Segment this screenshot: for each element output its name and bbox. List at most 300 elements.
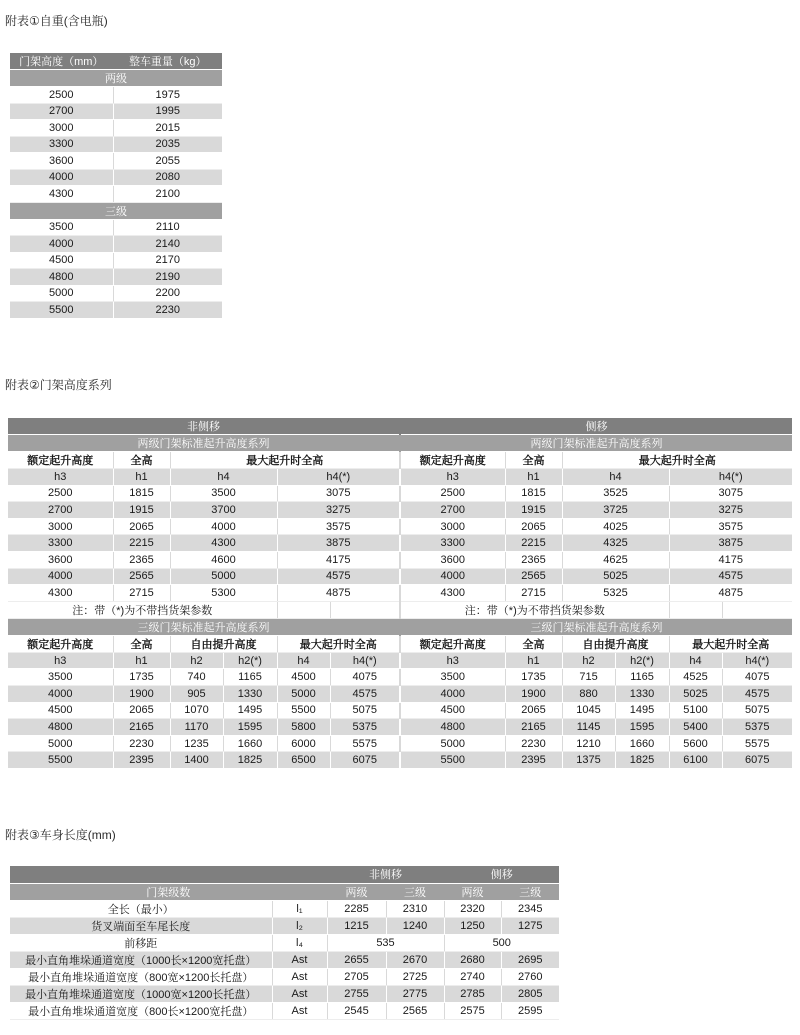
table-row — [10, 1003, 559, 1020]
sub-header: h3 — [400, 469, 505, 486]
sub-header: h2(*) — [223, 652, 277, 669]
value-cell: 1330 — [615, 686, 669, 703]
value-cell: 2345 — [501, 900, 559, 917]
value-cell: 1250 — [444, 917, 501, 934]
value-cell: 5400 — [669, 719, 722, 736]
table-row — [8, 735, 792, 752]
section-header: 三级 — [10, 202, 222, 219]
value-cell: 4300 — [170, 535, 277, 552]
value-cell: 2700 — [8, 502, 113, 519]
value-cell: 2230 — [505, 735, 562, 752]
symbol-cell: Ast — [272, 986, 327, 1003]
col-group-header: 最大起升时全高 — [277, 635, 400, 652]
sub-header: h4(*) — [669, 469, 792, 486]
table-row — [10, 252, 222, 269]
value-cell: 6100 — [669, 752, 722, 769]
value-cell: 1915 — [113, 502, 170, 519]
column-header: 两级 — [327, 883, 386, 900]
value-cell: 5000 — [8, 735, 113, 752]
value-cell: 4000 — [10, 236, 113, 253]
sub-header: h4 — [277, 652, 330, 669]
value-cell: 2065 — [113, 702, 170, 719]
value-cell: 4300 — [400, 585, 505, 602]
value-cell: 3600 — [8, 552, 113, 569]
value-cell: 2785 — [444, 986, 501, 1003]
value-cell: 3000 — [400, 518, 505, 535]
value-cell: 535 — [327, 934, 444, 951]
value-cell: 4800 — [400, 719, 505, 736]
value-cell: 4625 — [562, 552, 669, 569]
value-cell: 1275 — [501, 917, 559, 934]
col-group-header: 额定起升高度 — [400, 452, 505, 469]
table-row — [10, 302, 222, 319]
value-cell: 5000 — [10, 285, 113, 302]
value-cell: 1995 — [113, 103, 222, 120]
value-cell: 2700 — [400, 502, 505, 519]
col-group-header: 额定起升高度 — [8, 635, 113, 652]
shift-header: 非侧移 — [8, 418, 400, 435]
value-cell: 4300 — [10, 186, 113, 203]
table-row — [10, 236, 222, 253]
series-header: 三级门架标准起升高度系列 — [400, 618, 792, 635]
value-cell: 4600 — [170, 552, 277, 569]
col-group-header: 额定起升高度 — [8, 452, 113, 469]
table2-title: 附表②门架高度系列 — [5, 378, 112, 392]
value-cell: 2500 — [400, 485, 505, 502]
table-row — [8, 719, 792, 736]
value-cell: 3500 — [8, 669, 113, 686]
value-cell: 3575 — [277, 518, 400, 535]
value-cell: 4175 — [277, 552, 400, 569]
column-header: 两级 — [444, 883, 501, 900]
symbol-cell: Ast — [272, 951, 327, 968]
value-cell: 4575 — [722, 686, 792, 703]
value-cell: 4025 — [562, 518, 669, 535]
column-header: 门架高度（mm） — [10, 53, 113, 70]
value-cell: 4000 — [400, 686, 505, 703]
table-row — [8, 485, 792, 502]
value-cell: 740 — [170, 669, 223, 686]
value-cell: 3700 — [170, 502, 277, 519]
value-cell: 3875 — [277, 535, 400, 552]
table-row — [8, 469, 792, 486]
value-cell: 4500 — [10, 252, 113, 269]
table-row — [10, 219, 222, 236]
value-cell: 2365 — [505, 552, 562, 569]
symbol-cell: l₁ — [272, 900, 327, 917]
symbol-cell: Ast — [272, 969, 327, 986]
value-cell: 5500 — [277, 702, 330, 719]
value-cell: 4500 — [8, 702, 113, 719]
value-cell: 3000 — [8, 518, 113, 535]
value-cell: 1975 — [113, 87, 222, 104]
value-cell: 1735 — [113, 669, 170, 686]
table-row — [8, 601, 792, 618]
sub-header: h4(*) — [330, 652, 400, 669]
table-row — [8, 518, 792, 535]
value-cell: 2230 — [113, 302, 222, 319]
table2-mast-height-series — [8, 418, 792, 769]
value-cell: 2715 — [505, 585, 562, 602]
value-cell: 2715 — [113, 585, 170, 602]
sub-header: h4 — [170, 469, 277, 486]
value-cell: 3725 — [562, 502, 669, 519]
table-row — [8, 552, 792, 569]
sub-header: h2(*) — [615, 652, 669, 669]
table-row — [10, 986, 559, 1003]
row-label: 最小直角堆垛通道宽度（1000宽×1200长托盘） — [10, 986, 272, 1003]
table-row — [8, 452, 792, 469]
value-cell: 2215 — [113, 535, 170, 552]
row-label: 最小直角堆垛通道宽度（1000长×1200宽托盘） — [10, 951, 272, 968]
value-cell: 4000 — [10, 169, 113, 186]
value-cell: 5100 — [669, 702, 722, 719]
value-cell: 1900 — [113, 686, 170, 703]
col-group-header: 全高 — [505, 452, 562, 469]
row-label: 货叉端面至车尾长度 — [10, 917, 272, 934]
series-header: 三级门架标准起升高度系列 — [8, 618, 400, 635]
value-cell: 1815 — [113, 485, 170, 502]
value-cell: 3075 — [669, 485, 792, 502]
column-header: 整车重量（kg） — [113, 53, 222, 70]
value-cell: 2500 — [10, 87, 113, 104]
value-cell: 5575 — [330, 735, 400, 752]
value-cell: 1900 — [505, 686, 562, 703]
value-cell: 715 — [562, 669, 615, 686]
value-cell: 880 — [562, 686, 615, 703]
table-row — [8, 686, 792, 703]
value-cell: 3000 — [10, 120, 113, 137]
table1-self-weight — [10, 53, 222, 319]
value-cell: 5300 — [170, 585, 277, 602]
value-cell: 3275 — [277, 502, 400, 519]
value-cell: 1825 — [223, 752, 277, 769]
value-cell: 500 — [444, 934, 559, 951]
col-group-header: 最大起升时全高 — [669, 635, 792, 652]
value-cell: 3600 — [400, 552, 505, 569]
table-row — [10, 136, 222, 153]
table-row — [10, 900, 559, 917]
row-label: 全长（最小） — [10, 900, 272, 917]
value-cell: 4575 — [330, 686, 400, 703]
value-cell: 5075 — [722, 702, 792, 719]
value-cell: 1165 — [615, 669, 669, 686]
symbol-cell: l₄ — [272, 934, 327, 951]
value-cell: 6000 — [277, 735, 330, 752]
value-cell: 1495 — [615, 702, 669, 719]
table-row — [10, 202, 222, 219]
sub-header: h1 — [113, 652, 170, 669]
col-group-header: 最大起升时全高 — [562, 452, 792, 469]
row-label: 最小直角堆垛通道宽度（800宽×1200长托盘） — [10, 969, 272, 986]
table-row — [8, 435, 792, 452]
value-cell: 3300 — [400, 535, 505, 552]
col-group-header: 额定起升高度 — [400, 635, 505, 652]
value-cell: 6500 — [277, 752, 330, 769]
value-cell: 5025 — [562, 568, 669, 585]
value-cell: 3300 — [8, 535, 113, 552]
value-cell: 2595 — [501, 1003, 559, 1020]
value-cell: 3500 — [170, 485, 277, 502]
value-cell: 905 — [170, 686, 223, 703]
table-row — [10, 269, 222, 286]
sub-header: h4(*) — [277, 469, 400, 486]
table-row — [8, 618, 792, 635]
row-label: 前移距 — [10, 934, 272, 951]
value-cell: 4075 — [722, 669, 792, 686]
value-cell: 2165 — [113, 719, 170, 736]
value-cell: 1165 — [223, 669, 277, 686]
value-cell: 2065 — [113, 518, 170, 535]
value-cell: 2285 — [327, 900, 386, 917]
value-cell: 5000 — [400, 735, 505, 752]
value-cell: 1145 — [562, 719, 615, 736]
value-cell: 5375 — [330, 719, 400, 736]
sub-header: h3 — [8, 652, 113, 669]
value-cell: 3075 — [277, 485, 400, 502]
value-cell: 3525 — [562, 485, 669, 502]
value-cell: 2310 — [386, 900, 444, 917]
value-cell: 1660 — [615, 735, 669, 752]
value-cell: 1825 — [615, 752, 669, 769]
spacer-cell — [330, 601, 400, 618]
value-cell: 2725 — [386, 969, 444, 986]
table-row — [10, 103, 222, 120]
value-cell: 1915 — [505, 502, 562, 519]
value-cell: 4500 — [400, 702, 505, 719]
sub-header: h2 — [562, 652, 615, 669]
value-cell: 5025 — [669, 686, 722, 703]
value-cell: 2055 — [113, 153, 222, 170]
table-row — [10, 120, 222, 137]
table-row — [10, 969, 559, 986]
symbol-cell: Ast — [272, 1003, 327, 1020]
value-cell: 5800 — [277, 719, 330, 736]
value-cell: 2740 — [444, 969, 501, 986]
sub-header: h1 — [113, 469, 170, 486]
table-row — [8, 585, 792, 602]
column-header: 门架级数 — [10, 883, 327, 900]
value-cell: 1240 — [386, 917, 444, 934]
shift-header: 非侧移 — [327, 866, 444, 883]
table-row — [10, 866, 559, 883]
value-cell: 5500 — [8, 752, 113, 769]
sub-header: h4 — [562, 469, 669, 486]
value-cell: 2775 — [386, 986, 444, 1003]
value-cell: 2545 — [327, 1003, 386, 1020]
value-cell: 4175 — [669, 552, 792, 569]
sub-header: h4 — [669, 652, 722, 669]
col-group-header: 自由提升高度 — [562, 635, 669, 652]
row-label: 最小直角堆垛通道宽度（800长×1200宽托盘） — [10, 1003, 272, 1020]
value-cell: 5500 — [10, 302, 113, 319]
spacer-cell — [10, 866, 327, 883]
table-row — [10, 186, 222, 203]
value-cell: 5600 — [669, 735, 722, 752]
value-cell: 3600 — [10, 153, 113, 170]
value-cell: 4000 — [8, 568, 113, 585]
value-cell: 1045 — [562, 702, 615, 719]
value-cell: 5500 — [400, 752, 505, 769]
table-row — [8, 418, 792, 435]
value-cell: 5575 — [722, 735, 792, 752]
value-cell: 4000 — [8, 686, 113, 703]
series-header: 两级门架标准起升高度系列 — [8, 435, 400, 452]
value-cell: 2065 — [505, 702, 562, 719]
value-cell: 1235 — [170, 735, 223, 752]
value-cell: 4575 — [277, 568, 400, 585]
value-cell: 2170 — [113, 252, 222, 269]
value-cell: 3500 — [10, 219, 113, 236]
value-cell: 2700 — [10, 103, 113, 120]
value-cell: 4575 — [669, 568, 792, 585]
table-row — [8, 535, 792, 552]
shift-header: 侧移 — [444, 866, 559, 883]
value-cell: 4500 — [277, 669, 330, 686]
value-cell: 1400 — [170, 752, 223, 769]
value-cell: 4800 — [10, 269, 113, 286]
value-cell: 6075 — [722, 752, 792, 769]
value-cell: 2655 — [327, 951, 386, 968]
value-cell: 2015 — [113, 120, 222, 137]
table-row — [10, 169, 222, 186]
value-cell: 2395 — [113, 752, 170, 769]
table-row — [10, 87, 222, 104]
value-cell: 2065 — [505, 518, 562, 535]
value-cell: 2100 — [113, 186, 222, 203]
col-group-header: 最大起升时全高 — [170, 452, 400, 469]
value-cell: 2200 — [113, 285, 222, 302]
table-row — [10, 70, 222, 87]
value-cell: 1170 — [170, 719, 223, 736]
table-row — [8, 502, 792, 519]
table-row — [10, 951, 559, 968]
col-group-header: 自由提升高度 — [170, 635, 277, 652]
spacer-cell — [277, 601, 330, 618]
value-cell: 5000 — [277, 686, 330, 703]
table-row — [10, 53, 222, 70]
value-cell: 2565 — [505, 568, 562, 585]
value-cell: 2110 — [113, 219, 222, 236]
value-cell: 1210 — [562, 735, 615, 752]
value-cell: 3875 — [669, 535, 792, 552]
value-cell: 2395 — [505, 752, 562, 769]
value-cell: 1595 — [615, 719, 669, 736]
table-row — [10, 934, 559, 951]
column-header: 三级 — [386, 883, 444, 900]
series-header: 两级门架标准起升高度系列 — [400, 435, 792, 452]
value-cell: 2705 — [327, 969, 386, 986]
column-header: 三级 — [501, 883, 559, 900]
value-cell: 1595 — [223, 719, 277, 736]
sub-header: h3 — [8, 469, 113, 486]
col-group-header: 全高 — [113, 452, 170, 469]
value-cell: 2140 — [113, 236, 222, 253]
table3-title: 附表③车身长度(mm) — [5, 828, 116, 842]
table-row — [8, 752, 792, 769]
value-cell: 4000 — [170, 518, 277, 535]
value-cell: 1330 — [223, 686, 277, 703]
value-cell: 1735 — [505, 669, 562, 686]
value-cell: 3500 — [400, 669, 505, 686]
value-cell: 1660 — [223, 735, 277, 752]
section-header: 两级 — [10, 70, 222, 87]
sub-header: h3 — [400, 652, 505, 669]
value-cell: 2565 — [113, 568, 170, 585]
col-group-header: 全高 — [113, 635, 170, 652]
value-cell: 2190 — [113, 269, 222, 286]
value-cell: 2165 — [505, 719, 562, 736]
value-cell: 3275 — [669, 502, 792, 519]
value-cell: 2320 — [444, 900, 501, 917]
table-row — [8, 669, 792, 686]
value-cell: 2215 — [505, 535, 562, 552]
sub-header: h4(*) — [722, 652, 792, 669]
spacer-cell — [722, 601, 792, 618]
table-row — [8, 702, 792, 719]
value-cell: 2695 — [501, 951, 559, 968]
value-cell: 4300 — [8, 585, 113, 602]
value-cell: 1375 — [562, 752, 615, 769]
spacer-cell — [669, 601, 722, 618]
value-cell: 2365 — [113, 552, 170, 569]
table-row — [8, 635, 792, 652]
value-cell: 5000 — [170, 568, 277, 585]
sub-header: h1 — [505, 469, 562, 486]
value-cell: 2035 — [113, 136, 222, 153]
value-cell: 1495 — [223, 702, 277, 719]
table1-title: 附表①自重(含电瓶) — [5, 14, 108, 28]
value-cell: 4875 — [277, 585, 400, 602]
value-cell: 2575 — [444, 1003, 501, 1020]
shift-header: 侧移 — [400, 418, 792, 435]
value-cell: 2230 — [113, 735, 170, 752]
value-cell: 3300 — [10, 136, 113, 153]
table-row — [8, 652, 792, 669]
value-cell: 4875 — [669, 585, 792, 602]
value-cell: 4525 — [669, 669, 722, 686]
value-cell: 3575 — [669, 518, 792, 535]
value-cell: 6075 — [330, 752, 400, 769]
value-cell: 1815 — [505, 485, 562, 502]
sub-header: h2 — [170, 652, 223, 669]
col-group-header: 全高 — [505, 635, 562, 652]
value-cell: 2680 — [444, 951, 501, 968]
value-cell: 2670 — [386, 951, 444, 968]
value-cell: 2080 — [113, 169, 222, 186]
table-row — [10, 285, 222, 302]
note-text: 注：带（*)为不带挡货架参数 — [400, 601, 669, 618]
value-cell: 2760 — [501, 969, 559, 986]
table-row — [10, 917, 559, 934]
value-cell: 5075 — [330, 702, 400, 719]
sub-header: h1 — [505, 652, 562, 669]
value-cell: 4325 — [562, 535, 669, 552]
value-cell: 1215 — [327, 917, 386, 934]
value-cell: 5325 — [562, 585, 669, 602]
value-cell: 2565 — [386, 1003, 444, 1020]
value-cell: 4000 — [400, 568, 505, 585]
value-cell: 2500 — [8, 485, 113, 502]
table3-body-length — [10, 866, 559, 1020]
value-cell: 1070 — [170, 702, 223, 719]
table-row — [10, 883, 559, 900]
value-cell: 4075 — [330, 669, 400, 686]
value-cell: 2755 — [327, 986, 386, 1003]
value-cell: 2805 — [501, 986, 559, 1003]
symbol-cell: l₂ — [272, 917, 327, 934]
table-row — [8, 568, 792, 585]
